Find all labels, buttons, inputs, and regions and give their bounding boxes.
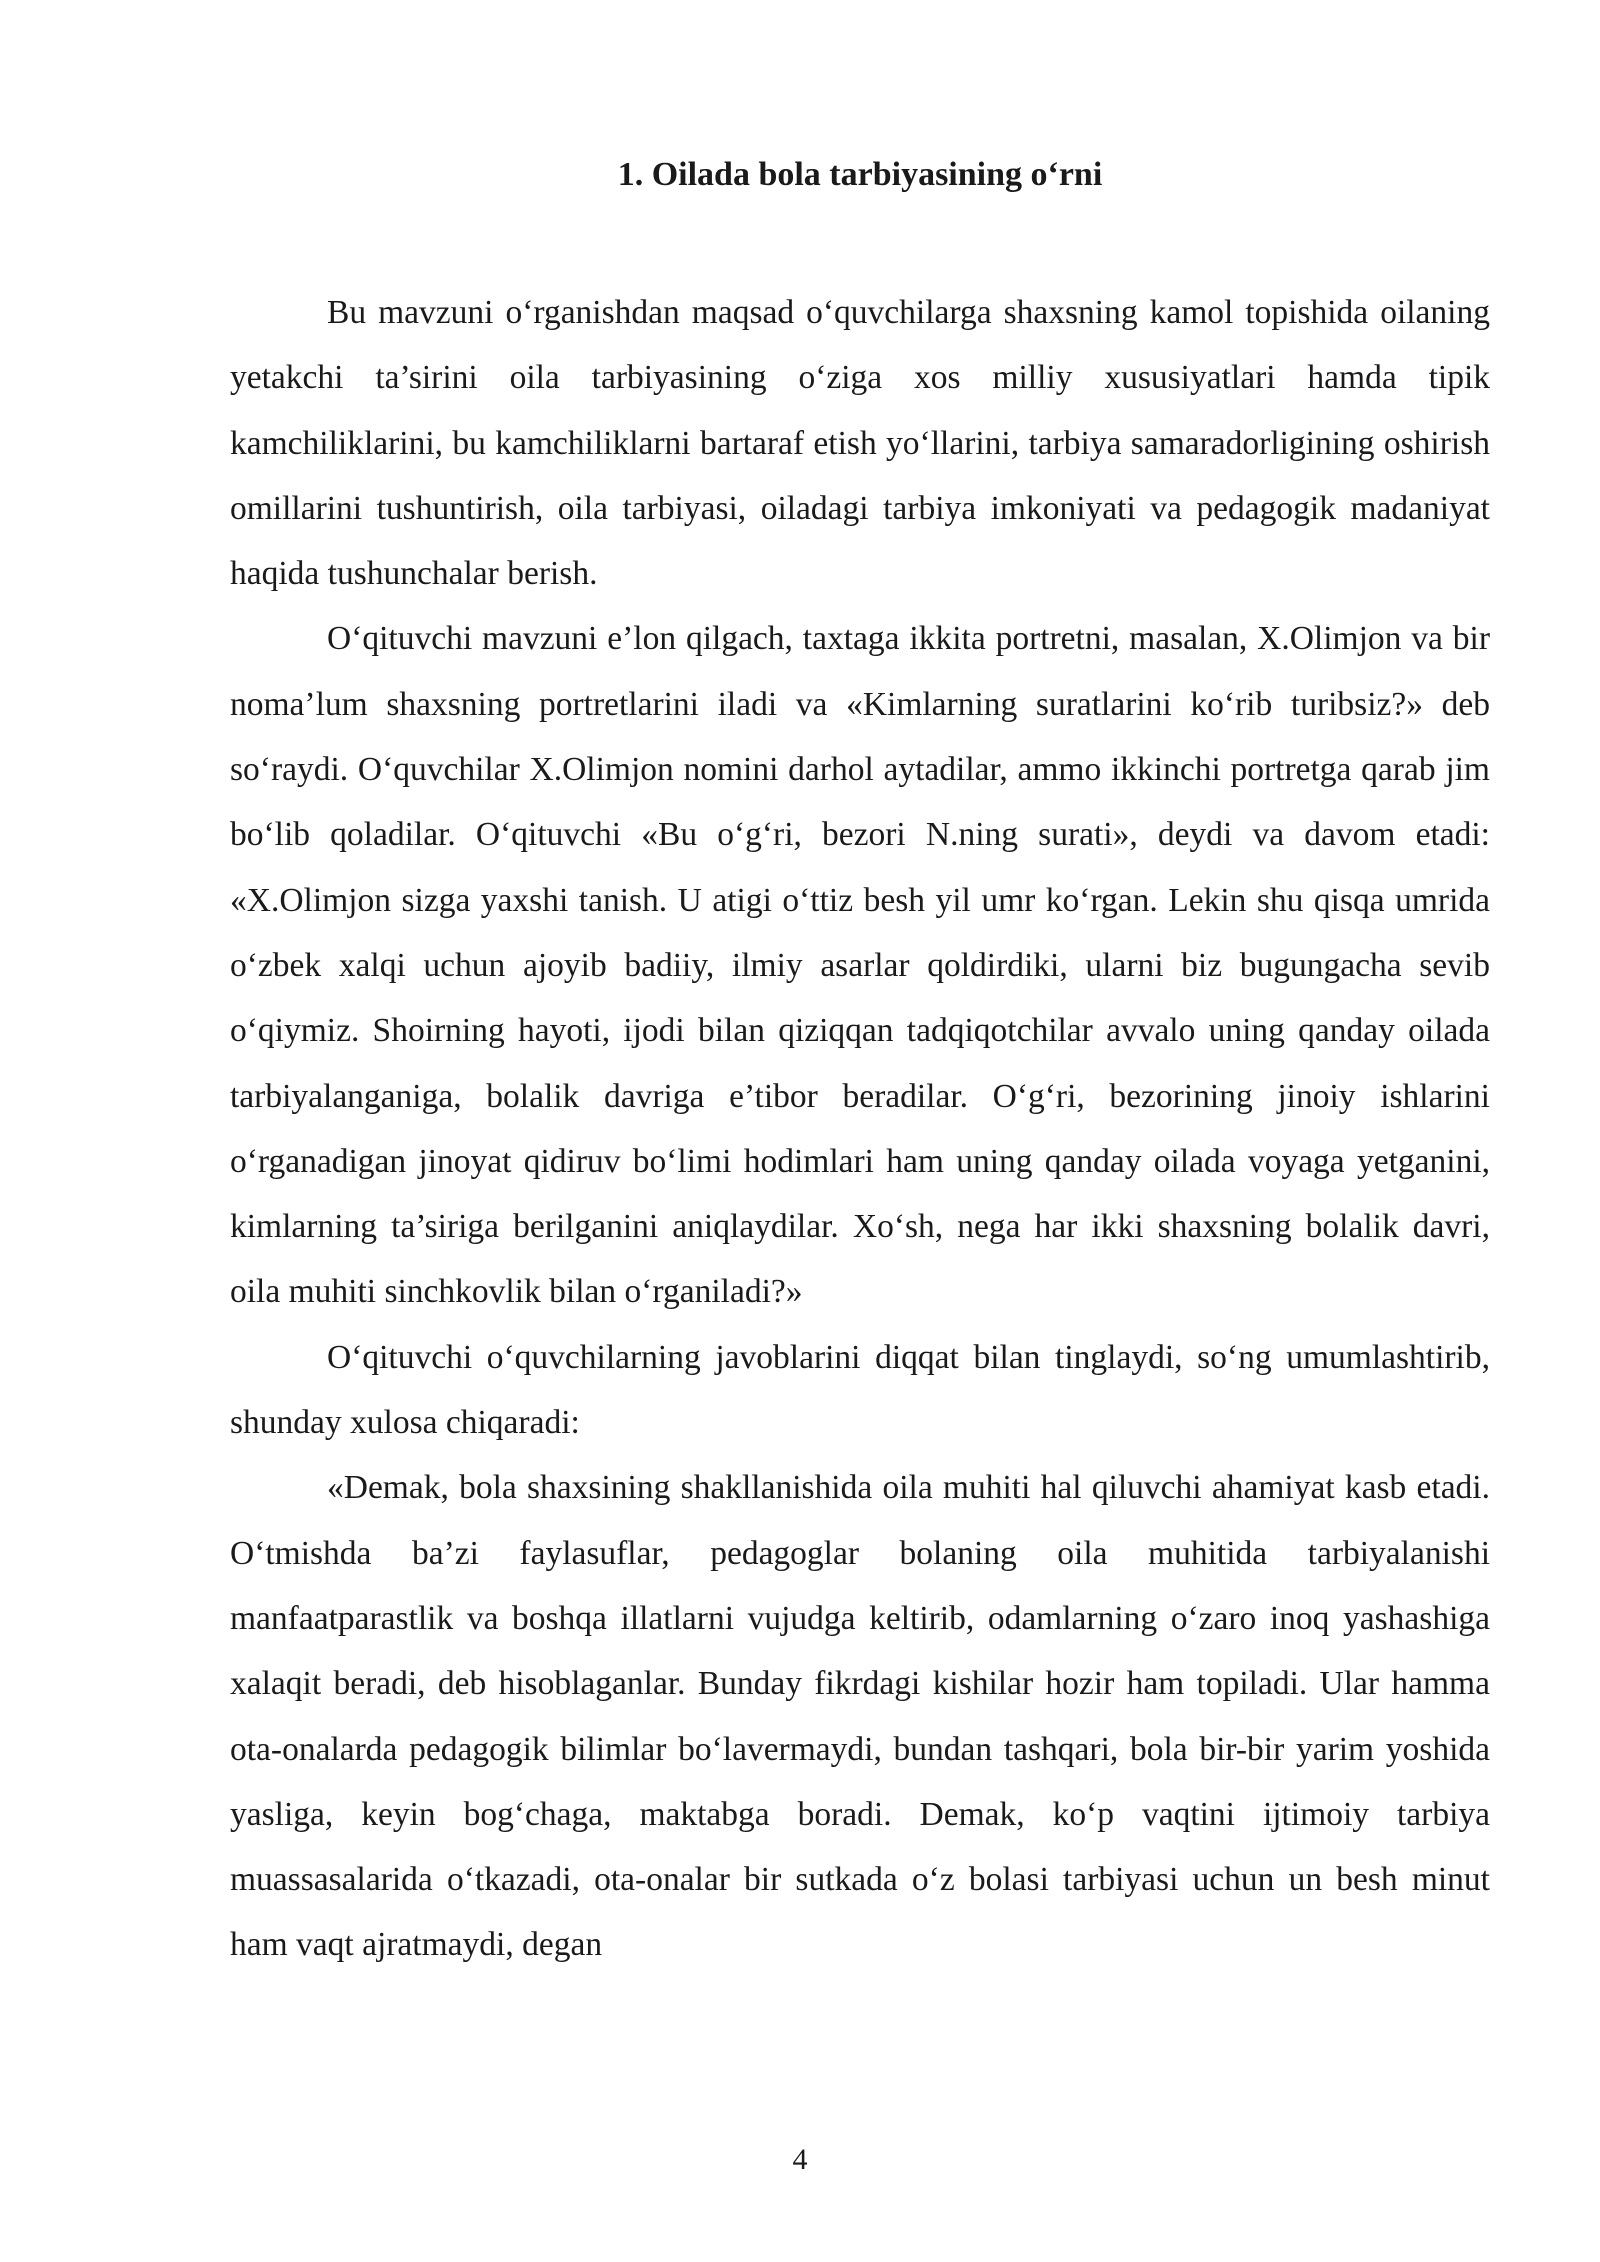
- section-title: 1. Oilada bola tarbiyasining o‘rni: [617, 156, 1103, 193]
- paragraph-3: O‘qituvchi o‘quvchilarning javoblarini diqqat bilan tinglaydi, so‘ng umumlashtirib, shunday xulosa chiqaradi:: [230, 1338, 1490, 1442]
- paragraph-4: «Demak, bola shaxsining shakllanishida oila muhiti hal qiluvchi ahamiyat kasb etadi. O‘tmishda ba’zi faylasuflar, pedagoglar bolaning oila muhitida tarbiyalanishi manfaatparastlik va boshqa illatlarni vujudga keltirib, odamlarning o‘zaro inoq yashashiga xalaqit beradi, deb hisoblaganlar. Bunday fikrdagi kishilar hozir ham topiladi. Ular hamma ota-onalarda pedagogik bilimlar bo‘lavermaydi, bundan tashqari, bola bir-bir yarim yoshida yasliga, keyin bog‘chaga, maktabga boradi. Demak, ko‘p vaqtini ijtimoiy tarbiya muassasalarida o‘tkazadi, ota-onalar bir sutkada o‘z bolasi tarbiyasi uchun un besh minut ham vaqt ajratmaydi, degan: [230, 1469, 1490, 1964]
- paragraph-1: Bu mavzuni o‘rganishdan maqsad o‘quvchilarga shaxsning kamol topishida oilaning yetakchi ta’sirini oila tarbiyasining o‘ziga xos milliy xususiyatlari hamda tipik kamchiliklarini, bu kamchiliklarni bartaraf etish yo‘llarini, tarbiya samaradorligining oshirish omillarini tushuntirish, oila tarbiyasi, oiladagi tarbiya imkoniyati va pedagogik madaniyat haqida tushunchalar berish.: [230, 294, 1490, 593]
- document-body: [230, 280, 1490, 1978]
- page-number: 4: [792, 2143, 808, 2176]
- paragraph-2: O‘qituvchi mavzuni e’lon qilgach, taxtaga ikkita portretni, masalan, X.Olimjon va bir noma’lum shaxsning portretlarini iladi va «Kimlarning suratlarini ko‘rib turibsiz?» deb so‘raydi. O‘quvchilar X.Olimjon nomini darhol aytadilar, ammo ikkinchi portretga qarab jim bo‘lib qoladilar. O‘qituvchi «Bu o‘g‘ri, bezori N.ning surati», deydi va davom etadi: «X.Olimjon sizga yaxshi tanish. U atigi o‘ttiz besh yil umr ko‘rgan. Lekin shu qisqa umrida o‘zbek xalqi uchun ajoyib badiiy, ilmiy asarlar qoldirdiki, ularni biz bugungacha sevib o‘qiymiz. Shoirning hayoti, ijodi bilan qiziqqan tadqiqotchilar avvalo uning qanday oilada tarbiyalanganiga, bolalik davriga e’tibor beradilar. O‘g‘ri, bezorining jinoiy ishlarini o‘rganadigan jinoyat qidiruv bo‘limi hodimlari ham uning qanday oilada voyaga yetganini, kimlarning ta’siriga berilganini aniqlaydilar. Xo‘sh, nega har ikki shaxsning bolalik davri, oila muhiti sinchkovlik bilan o‘rganiladi?»: [230, 620, 1490, 1311]
